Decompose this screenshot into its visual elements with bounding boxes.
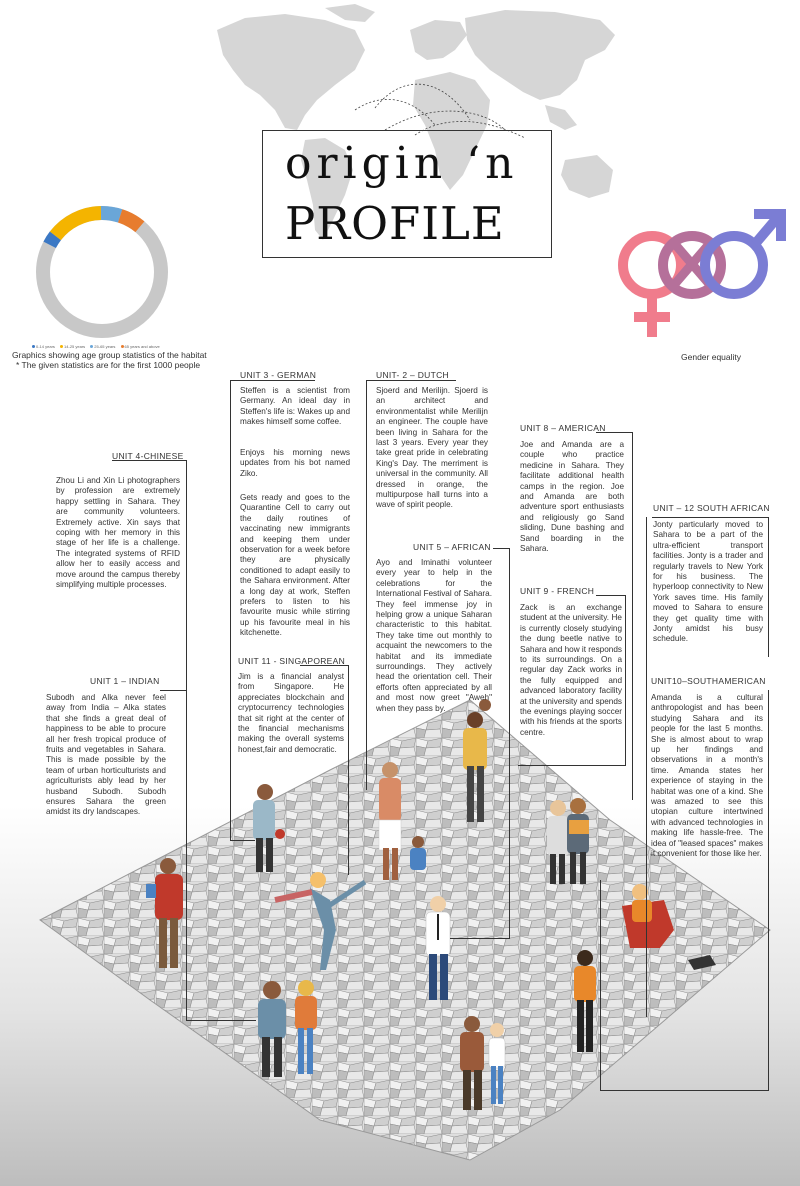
page-title-line2: PROFILE [285,197,505,250]
person-american-couple [547,798,589,884]
gender-caption: Gender equality [681,352,742,362]
page-title-line1: origin ‘n [285,138,519,189]
unit-american-text: Joe and Amanda are a couple who practice medicine in Sahara. They facilitate additional health camps in the region. Joe and Amanda are both adventure sport enthusiasts and religiously go Sand sliding, Dune bashing and Sand boarding in the Sahara. [520,440,624,554]
age-chart-note: * The given statistics are for the first 1000 people [16,360,201,370]
person-french [426,896,450,1000]
south-american-connector-left [600,880,601,1090]
south-american-connector-bottom [600,1090,769,1091]
unit-singaporean-header: UNIT 11 - SINGAPOREAN [238,656,346,666]
german-connector [230,380,231,840]
unit-french-text: Zack is an exchange student at the university. He is currently closely studying the dung beetle native to Sahara and how it responds to its surroundings. On a regular day Zack works in the fully equipped and advanced laboratory facility at the university and spends the evenings playing soccer with his friends at the sports centre. [520,603,622,737]
person-chair-reader [622,884,716,970]
unit-south-african-header: UNIT – 12 SOUTH AFRICAN [653,503,770,513]
dutch-connector-top [366,380,456,381]
legend-item: 0-14 years [32,344,55,349]
indian-connector-top [160,690,186,691]
south-american-connector-top [768,690,769,1090]
unit-singaporean-text: Jim is a financial analyst from Singapore. He appreciates blockchain and cryptocurrency technologies that sit right at the center of the financial mechanisms making the overall systems honest,fair and democratic. [238,672,344,754]
unit-african-header: UNIT 5 – AFRICAN [413,542,491,552]
unit-south-african-text: Jonty particularly moved to Sahara to be a part of the ultra-efficient transport facilities. Jonty is a trader and regularly travels to New York for his business. The hyperloop connectivity to New York saves time. His family moved to Sahara to ensure they get quality time with Jonty amidst his busy schedule. [653,520,763,644]
african-connector-bottom [450,938,510,939]
age-chart-caption: Graphics showing age group statistics of the habitat [12,350,207,360]
unit-african-text: Ayo and Iminathi volunteer every year to help in the celebrations for the International Festival of Sahara. They feel immense joy in helping grow a unique Saharan characteristic to this habitat. They take time out monthly to acquaint the newcomers to the habitat and its immediate surroundings. They actively head the orientation cell. Their efforts often appreciated by all and most now greet "Aweh" when they pass by. [376,558,492,713]
american-connector [632,432,633,800]
unit-german-text: Steffen is a scientist from Germany. An ideal day in Steffen's life is: Wakes up and makes himself some coffee. [240,386,350,427]
unit-german-text3: Gets ready and goes to the Quarantine Cell to carry out the daily routines of vaccinating new immigrants and keeping them under observation for a week before they are physically conditioned to adapt easily to the Sahara environment. After a long day at work, Steffen prefers to listen to his favourite music while stirring up his favourite meal in his kitchenette. [240,493,350,638]
person-yoga [275,872,365,970]
unit-dutch-text: Sjoerd and Merilijn. Sjoerd is an architect and environmentalist while Merilijn an engineer. The couple have been living in Sahara for the last 3 years. Every year they take great pride in celebrating King's Day. The merriment is universal in the community. All dressed in orange, the multipurpose hall turns into a wave of spirit people. [376,386,488,510]
chinese-connector-top [186,460,187,570]
person-indian-woman [146,858,183,968]
person-couple-dutch [379,762,426,880]
legend-item: 25-65 years [90,344,115,349]
indian-connector-bottom [186,1020,256,1021]
singaporean-connector [348,665,349,875]
african-connector-top [493,548,510,549]
unit-south-american-text: Amanda is a cultural anthropologist and has been studying Sahara and its people for the last 5 months. She is almost about to wrap up her findings and observations in a month's time. Amanda states her experience of staying in the habitat was one of a kind. She was amazed to see this utopian culture intertwined with advanced technologies in making life hassle-free. The idea of "leased spaces" makes it convenient for those like her. [651,693,763,859]
french-connector [625,595,626,765]
south-african-connector-top [768,517,769,657]
indian-connector [186,860,187,1020]
french-connector-bottom [518,765,626,766]
south-african-connector-top2 [652,517,769,518]
unit-indian-text: Subodh and Alka never feel away from India – Alka states that she finds a great deal of happiness to be able to procure all her fresh tropical produce of fruits and vegetables in Sahara. This is made possible by the team of urban horticulturists and agriculturists ably lead by her husband Subodh. Subodh ensures Sahara the green amidst its dry landscapes. [46,693,166,817]
german-connector-bottom [230,840,255,841]
person-south-american [574,950,596,1052]
french-connector-top [596,595,626,596]
unit-indian-header: UNIT 1 – INDIAN [90,676,160,686]
person-african [463,699,491,822]
unit-french-header: UNIT 9 - FRENCH [520,586,595,596]
unit-chinese-header: UNIT 4-CHINESE [112,451,184,461]
person-family-indian [258,980,317,1077]
german-connector-top [230,380,315,381]
unit-german-header: UNIT 3 - GERMAN [240,370,317,380]
unit-south-american-header: UNIT10–SOUTHAMERICAN [651,676,766,686]
african-connector [509,548,510,938]
person-south-african [460,1016,505,1110]
unit-american-header: UNIT 8 – AMERICAN [520,423,606,433]
unit-chinese-text: Zhou Li and Xin Li photographers by profession are extremely happy settling in Sahara. They are community volunteers. Extremely active. Xin says that coping with her memory in this stage of her life is a challenge. The integrated systems of RFID allow her to easily access and move around the campus thereby simplifying multiple processes. [56,476,180,590]
legend-item: 65 years and above [121,344,160,349]
unit-german-text2: Enjoys his morning news updates from his bot named Ziko. [240,448,350,478]
unit-dutch-header: UNIT- 2 – DUTCH [376,370,449,380]
person-singaporean [253,784,285,872]
legend-item: 14-25 years [60,344,85,349]
south-african-connector-left [646,517,647,1017]
dutch-connector [366,380,367,790]
